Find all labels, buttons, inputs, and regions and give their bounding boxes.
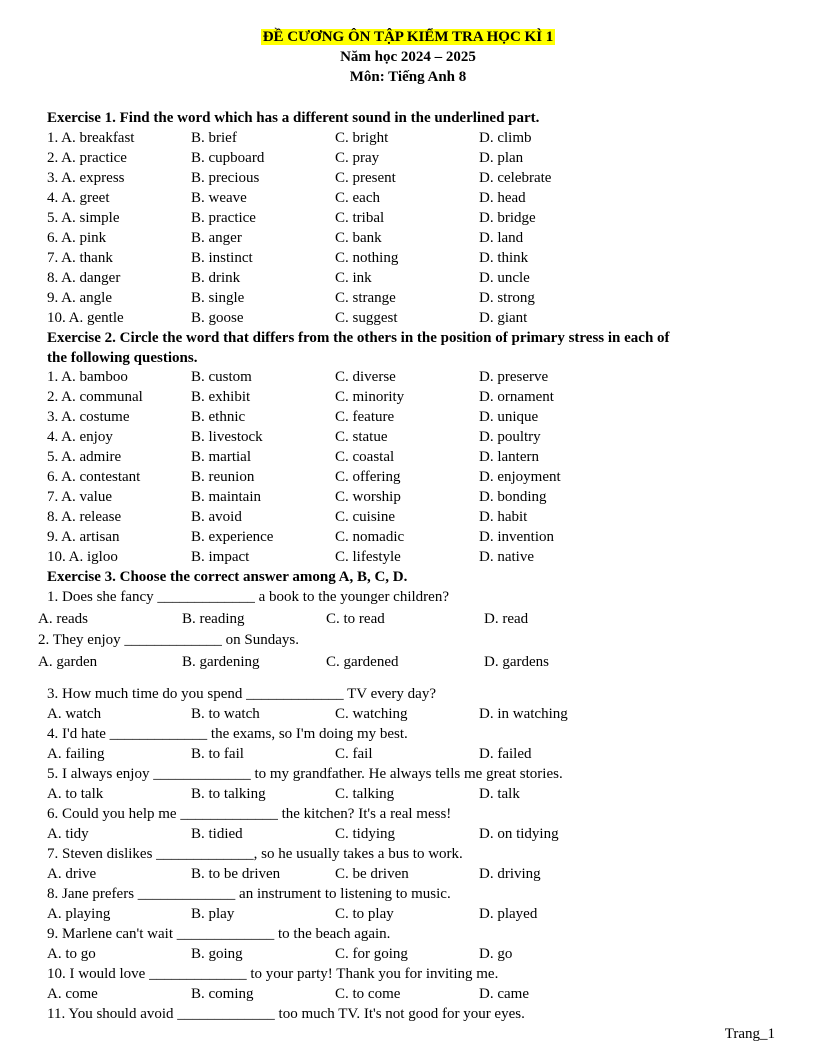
option-a: 6. A. contestant xyxy=(47,469,141,485)
option-a: A. to talk xyxy=(47,786,104,802)
option-b: B. to watch xyxy=(191,706,260,722)
option-c: C. ink xyxy=(335,270,372,286)
option-c: C. statue xyxy=(335,429,388,445)
option-d: D. poultry xyxy=(479,429,541,445)
page-number: Trang_1 xyxy=(724,1026,775,1042)
option-b: B. maintain xyxy=(191,489,261,505)
answer-options xyxy=(0,864,816,884)
option-a: 8. A. danger xyxy=(47,270,121,286)
option-a: 5. A. simple xyxy=(47,210,120,226)
option-a: 9. A. artisan xyxy=(47,529,120,545)
option-a: A. tidy xyxy=(47,826,89,842)
option-c: C. tidying xyxy=(335,826,396,842)
option-c: C. each xyxy=(335,190,380,206)
question-text: 5. I always enjoy _____________ to my grandfather. He always tells me great stories. xyxy=(47,766,563,782)
question-row xyxy=(0,288,816,308)
option-b: B. avoid xyxy=(191,509,242,525)
option-b: B. brief xyxy=(191,130,237,146)
option-d: D. land xyxy=(479,230,524,246)
option-b: B. impact xyxy=(191,549,250,565)
option-a: 3. A. express xyxy=(47,170,125,186)
question-text: 4. I'd hate _____________ the exams, so I'm doing my best. xyxy=(47,726,408,742)
option-c: C. minority xyxy=(335,389,405,405)
option-c: C. suggest xyxy=(335,310,398,326)
option-d: D. gardens xyxy=(484,654,549,670)
answer-options xyxy=(0,904,816,924)
option-c: C. to read xyxy=(326,611,385,627)
question-row xyxy=(0,447,816,467)
answer-options xyxy=(0,824,816,844)
option-c: C. to come xyxy=(335,986,401,1002)
option-b: B. anger xyxy=(191,230,242,246)
answer-options xyxy=(0,744,816,764)
option-b: B. to fail xyxy=(191,746,244,762)
option-a: A. to go xyxy=(47,946,96,962)
option-b: B. play xyxy=(191,906,235,922)
option-d: D. lantern xyxy=(479,449,539,465)
question-row xyxy=(0,427,816,447)
exercise-1-heading: Exercise 1. Find the word which has a different sound in the underlined part. xyxy=(47,110,540,126)
option-c: C. strange xyxy=(335,290,396,306)
subject: Môn: Tiếng Anh 8 xyxy=(349,69,467,85)
question-row xyxy=(0,387,816,407)
option-d: D. read xyxy=(484,611,529,627)
option-a: 6. A. pink xyxy=(47,230,107,246)
option-c: C. bank xyxy=(335,230,382,246)
option-b: B. single xyxy=(191,290,245,306)
question-text: 3. How much time do you spend _____________ TV every day? xyxy=(47,686,436,702)
option-c: C. to play xyxy=(335,906,394,922)
option-b: B. martial xyxy=(191,449,251,465)
option-d: D. bonding xyxy=(479,489,547,505)
option-b: B. drink xyxy=(191,270,241,286)
option-c: C. gardened xyxy=(326,654,399,670)
option-c: C. nothing xyxy=(335,250,399,266)
question-row xyxy=(0,228,816,248)
option-d: D. plan xyxy=(479,150,524,166)
option-a: 7. A. value xyxy=(47,489,112,505)
option-b: B. reading xyxy=(182,611,245,627)
question-row xyxy=(0,128,816,148)
option-d: D. on tidying xyxy=(479,826,559,842)
option-c: C. offering xyxy=(335,469,401,485)
option-c: C. for going xyxy=(335,946,408,962)
option-b: B. tidied xyxy=(191,826,243,842)
option-a: 10. A. gentle xyxy=(47,310,124,326)
option-c: C. diverse xyxy=(335,369,396,385)
option-d: D. in watching xyxy=(479,706,568,722)
option-b: B. to talking xyxy=(191,786,266,802)
option-a: 2. A. communal xyxy=(47,389,143,405)
option-d: D. bridge xyxy=(479,210,536,226)
option-a: A. reads xyxy=(38,611,88,627)
option-b: B. coming xyxy=(191,986,254,1002)
question-text: 8. Jane prefers _____________ an instrument to listening to music. xyxy=(47,886,451,902)
exercise-2-heading-cont: the following questions. xyxy=(47,350,198,366)
option-d: D. played xyxy=(479,906,538,922)
option-b: B. goose xyxy=(191,310,244,326)
answer-options xyxy=(0,609,816,629)
option-a: 1. A. bamboo xyxy=(47,369,128,385)
option-d: D. enjoyment xyxy=(479,469,561,485)
exercise-2-heading: Exercise 2. Circle the word that differs from the others in the position of primary stress in each of xyxy=(47,330,670,346)
option-a: A. drive xyxy=(47,866,97,882)
option-a: 5. A. admire xyxy=(47,449,122,465)
option-d: D. head xyxy=(479,190,526,206)
option-c: C. pray xyxy=(335,150,380,166)
question-row xyxy=(0,507,816,527)
option-a: 2. A. practice xyxy=(47,150,127,166)
question-row xyxy=(0,268,816,288)
option-a: A. watch xyxy=(47,706,102,722)
option-b: B. precious xyxy=(191,170,260,186)
option-a: 9. A. angle xyxy=(47,290,112,306)
answer-options xyxy=(0,704,816,724)
option-a: 4. A. greet xyxy=(47,190,110,206)
option-a: 7. A. thank xyxy=(47,250,113,266)
question-row xyxy=(0,188,816,208)
question-row xyxy=(0,248,816,268)
option-d: D. came xyxy=(479,986,529,1002)
option-b: B. instinct xyxy=(191,250,253,266)
option-b: B. experience xyxy=(191,529,274,545)
question-row xyxy=(0,467,816,487)
option-a: 3. A. costume xyxy=(47,409,130,425)
document-title: ĐỀ CƯƠNG ÔN TẬP KIỂM TRA HỌC KÌ 1 xyxy=(262,29,554,45)
option-d: D. think xyxy=(479,250,529,266)
option-a: 4. A. enjoy xyxy=(47,429,113,445)
option-d: D. ornament xyxy=(479,389,554,405)
option-a: 1. A. breakfast xyxy=(47,130,135,146)
answer-options xyxy=(0,784,816,804)
option-c: C. cuisine xyxy=(335,509,395,525)
option-c: C. nomadic xyxy=(335,529,405,545)
question-text: 7. Steven dislikes _____________, so he usually takes a bus to work. xyxy=(47,846,463,862)
option-d: D. preserve xyxy=(479,369,549,385)
option-d: D. giant xyxy=(479,310,528,326)
option-d: D. native xyxy=(479,549,534,565)
option-b: B. exhibit xyxy=(191,389,251,405)
option-c: C. coastal xyxy=(335,449,395,465)
question-row xyxy=(0,487,816,507)
option-b: B. cupboard xyxy=(191,150,265,166)
option-d: D. go xyxy=(479,946,513,962)
question-row xyxy=(0,547,816,567)
question-text: 11. You should avoid _____________ too much TV. It's not good for your eyes. xyxy=(47,1006,525,1022)
question-row xyxy=(0,527,816,547)
question-row xyxy=(0,308,816,328)
option-a: A. playing xyxy=(47,906,111,922)
option-b: B. gardening xyxy=(182,654,260,670)
answer-options xyxy=(0,984,816,1004)
option-b: B. livestock xyxy=(191,429,263,445)
question-text: 6. Could you help me _____________ the kitchen? It's a real mess! xyxy=(47,806,452,822)
question-text: 10. I would love _____________ to your party! Thank you for inviting me. xyxy=(47,966,499,982)
school-year: Năm học 2024 – 2025 xyxy=(340,49,476,65)
option-c: C. present xyxy=(335,170,396,186)
option-d: D. failed xyxy=(479,746,532,762)
option-b: B. going xyxy=(191,946,243,962)
option-a: 10. A. igloo xyxy=(47,549,118,565)
question-row xyxy=(0,148,816,168)
question-row xyxy=(0,367,816,387)
option-a: A. come xyxy=(47,986,98,1002)
option-b: B. to be driven xyxy=(191,866,281,882)
question-row xyxy=(0,208,816,228)
option-c: C. bright xyxy=(335,130,389,146)
question-row xyxy=(0,407,816,427)
option-d: D. strong xyxy=(479,290,535,306)
option-c: C. be driven xyxy=(335,866,409,882)
option-d: D. celebrate xyxy=(479,170,552,186)
option-c: C. lifestyle xyxy=(335,549,401,565)
option-c: C. fail xyxy=(335,746,373,762)
option-c: C. talking xyxy=(335,786,395,802)
answer-options xyxy=(0,652,816,672)
option-b: B. practice xyxy=(191,210,256,226)
option-b: B. custom xyxy=(191,369,252,385)
option-d: D. uncle xyxy=(479,270,530,286)
question-row xyxy=(0,168,816,188)
option-b: B. ethnic xyxy=(191,409,246,425)
option-a: A. failing xyxy=(47,746,105,762)
option-d: D. unique xyxy=(479,409,539,425)
question-text: 1. Does she fancy _____________ a book to the younger children? xyxy=(47,589,449,605)
option-b: B. reunion xyxy=(191,469,255,485)
option-c: C. watching xyxy=(335,706,408,722)
answer-options xyxy=(0,944,816,964)
option-a: A. garden xyxy=(38,654,98,670)
option-d: D. driving xyxy=(479,866,541,882)
option-d: D. invention xyxy=(479,529,554,545)
option-d: D. talk xyxy=(479,786,520,802)
option-c: C. worship xyxy=(335,489,401,505)
question-text: 2. They enjoy _____________ on Sundays. xyxy=(38,632,299,648)
option-c: C. tribal xyxy=(335,210,385,226)
option-d: D. habit xyxy=(479,509,528,525)
option-d: D. climb xyxy=(479,130,532,146)
option-a: 8. A. release xyxy=(47,509,122,525)
exercise-3-heading: Exercise 3. Choose the correct answer among A, B, C, D. xyxy=(47,569,408,585)
question-text: 9. Marlene can't wait _____________ to the beach again. xyxy=(47,926,391,942)
option-b: B. weave xyxy=(191,190,247,206)
option-c: C. feature xyxy=(335,409,395,425)
